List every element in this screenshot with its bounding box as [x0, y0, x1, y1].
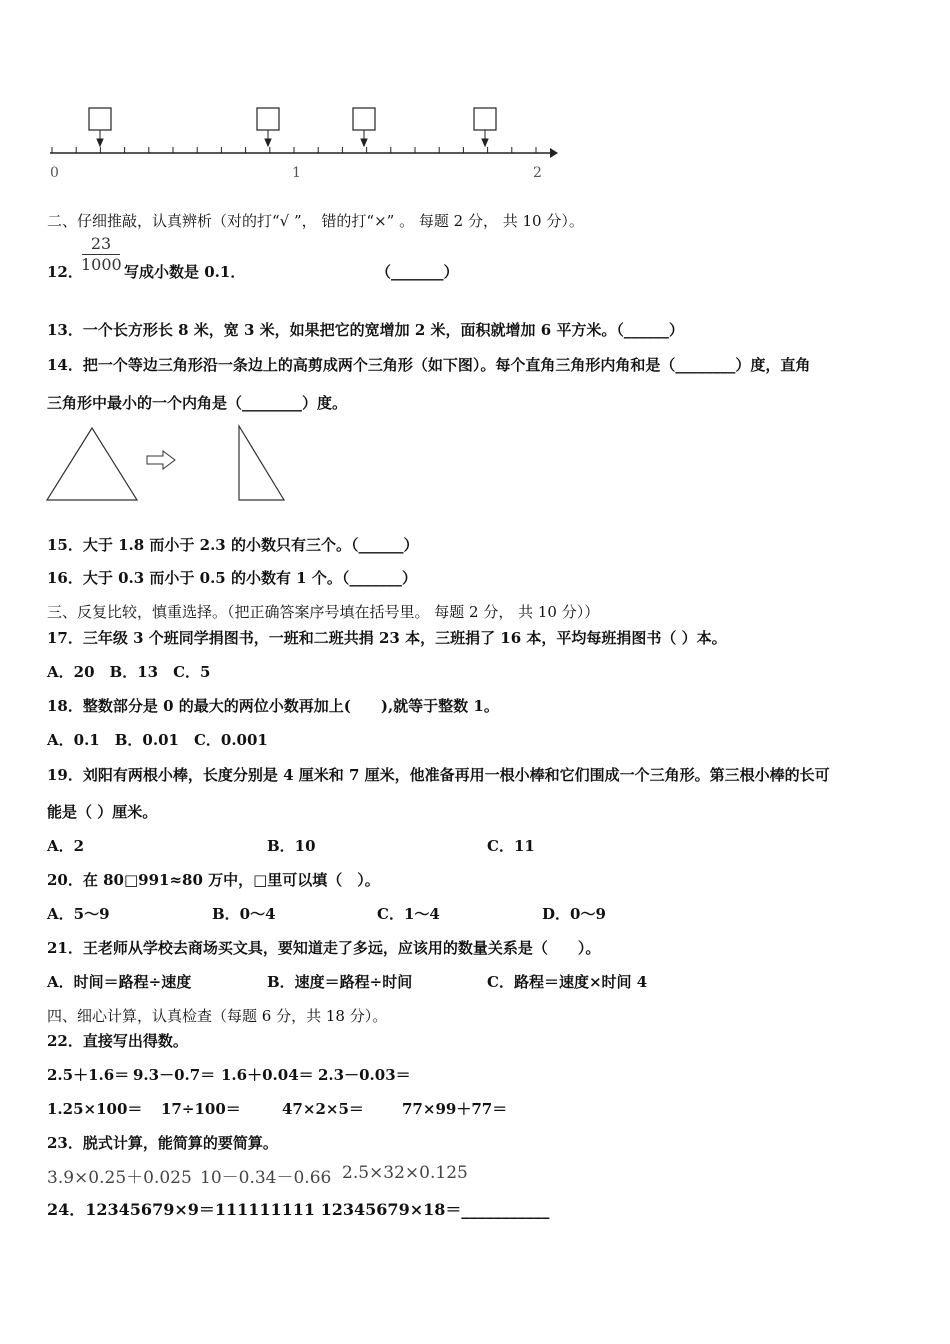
section4-title: 四、细心计算，认真检查（每题 6 分，共 18 分）。	[47, 1007, 388, 1025]
q18-text: 18．整数部分是 0 的最大的两位小数再加上( ),就等于整数 1。	[47, 697, 499, 715]
q22-item: 9.3－0.7＝	[133, 1066, 216, 1084]
tick-label-0: 0	[50, 165, 59, 181]
number-line-ticks	[52, 147, 536, 153]
q22-item: 1.25×100＝	[47, 1100, 143, 1118]
q12-text: 写成小数是 0.1．	[124, 263, 246, 281]
q22-item: 1.6＋0.04＝	[221, 1066, 314, 1084]
q14-line1: 14．把一个等边三角形沿一条边上的高剪成两个三角形（如下图）。每个直角三角形内角和是（________）度，直角	[47, 356, 811, 374]
q21-option-b: B．速度＝路程÷时间	[267, 973, 413, 991]
fraction-numerator: 23	[90, 234, 112, 253]
q23-title: 23．脱式计算，能简算的要简算。	[47, 1134, 278, 1152]
section3-title: 三、反复比较，慎重选择。（把正确答案序号填在括号里。 每题 2 分， 共 10 分））	[47, 603, 600, 621]
q20-option-d: D．0～9	[542, 905, 606, 923]
q18-options: A．0.1 B．0.01 C．0.001	[47, 731, 268, 749]
q21-option-a: A．时间＝路程÷速度	[47, 973, 192, 991]
q22-item: 17÷100＝	[161, 1100, 241, 1118]
q22-item: 47×2×5＝	[282, 1100, 364, 1118]
q17-text: 17．三年级 3 个班同学捐图书，一班和二班共捐 23 本，三班捐了 16 本，平均每班捐图书（ ）本。	[47, 629, 727, 647]
q19-option-a: A．2	[47, 837, 85, 855]
q24-text: 24．12345679×9＝111111111 12345679×18＝___________	[47, 1200, 550, 1219]
q22-item: 77×99＋77＝	[402, 1100, 508, 1118]
q16-text: 16．大于 0.3 而小于 0.5 的小数有 1 个。（_______）	[47, 569, 417, 587]
down-arrow-icon	[97, 130, 488, 146]
q13-text: 13．一个长方形长 8 米，宽 3 米，如果把它的宽增加 2 米，面积就增加 6 平方米。（______）	[47, 321, 684, 339]
q19-line2: 能是（ ）厘米。	[47, 803, 158, 821]
tick-label-2: 2	[533, 165, 542, 181]
q19-option-b: B．10	[267, 837, 316, 855]
q22-title: 22．直接写出得数。	[47, 1032, 188, 1050]
q15-text: 15．大于 1.8 而小于 2.3 的小数只有三个。（______）	[47, 536, 419, 554]
number-line-figure	[40, 105, 600, 185]
right-arrow-icon	[147, 451, 175, 469]
q20-option-c: C．1～4	[377, 905, 440, 923]
number-line-arrow	[550, 148, 558, 158]
fraction-denominator: 1000	[81, 255, 122, 274]
q23-expression: 3.9×0.25＋0.025	[47, 1168, 192, 1188]
q17-options: A．20 B．13 C．5	[47, 663, 211, 681]
q14-line2: 三角形中最小的一个内角是（________）度。	[47, 394, 348, 412]
q20-option-b: B．0～4	[212, 905, 276, 923]
equilateral-triangle	[47, 428, 137, 500]
q12-blank[interactable]: （_______）	[376, 263, 459, 281]
section2-title: 二、仔细推敲，认真辨析（对的打“√ ”， 错的打“×” 。 每题 2 分， 共 10 分）。	[47, 212, 584, 230]
q20-option-a: A．5～9	[47, 905, 110, 923]
q19-line1: 19．刘阳有两根小棒，长度分别是 4 厘米和 7 厘米，他准备再用一根小棒和它们围成一个三角形。第三根小棒的长可	[47, 766, 830, 784]
right-triangle	[239, 426, 284, 500]
q19-option-c: C．11	[487, 837, 535, 855]
q12-fraction	[81, 234, 121, 275]
tick-label-1: 1	[292, 165, 301, 181]
q12-number: 12．	[47, 263, 83, 281]
triangle-figure	[40, 420, 300, 510]
q23-expression: 10－0.34－0.66	[200, 1168, 332, 1188]
answer-box	[89, 108, 496, 130]
q21-text: 21．王老师从学校去商场买文具，要知道走了多远，应该用的数量关系是（ ）。	[47, 939, 601, 957]
q22-item: 2.3－0.03＝	[318, 1066, 411, 1084]
q22-item: 2.5＋1.6＝	[47, 1066, 130, 1084]
q21-option-c: C．路程＝速度×时间 4	[487, 973, 648, 991]
q20-text: 20．在 80□991≈80 万中，□里可以填（ ）。	[47, 871, 380, 889]
q23-expression: 2.5×32×0.125	[342, 1163, 468, 1183]
